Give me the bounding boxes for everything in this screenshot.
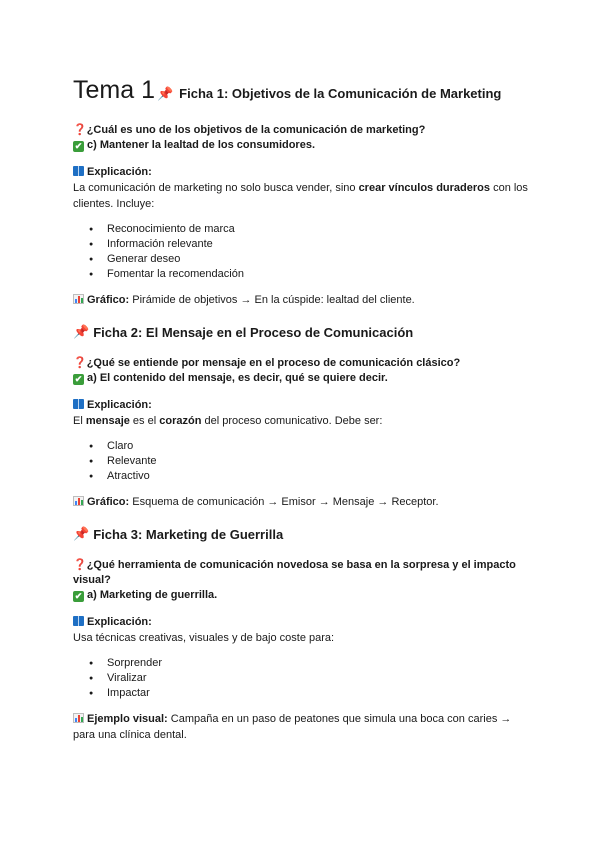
list-item: ● Información relevante [89,237,533,252]
book-icon [73,616,84,626]
ficha2-answer [73,371,533,386]
list-item: ● Relevante [89,454,533,469]
ejemplo-text: Campaña en un paso de peatones que simula una boca con caries → para una clínica dental. [73,713,512,741]
list-item: ● Reconocimiento de marca [89,222,533,237]
grafico-label: Gráfico: [87,294,130,306]
ficha3-list [89,656,533,701]
ficha1-title: Ficha 1: Objetivos de la Comunicación de Marketing [179,86,502,101]
pushpin-icon: 📌 [73,526,90,541]
explicacion-label: Explicación: [87,166,152,178]
grafico-label: Gráfico: [87,496,130,508]
bold-text: corazón [159,415,202,427]
bar-chart-icon [73,713,84,723]
bar-chart-icon [73,294,84,304]
list-item: ● Impactar [89,686,533,701]
explicacion-label: Explicación: [87,399,152,411]
pushpin-icon: 📌 [156,86,174,101]
tema-title: Tema 1 [73,76,155,104]
list-item: ● Viralizar [89,671,533,686]
question-mark-icon: ❓ [73,124,87,136]
ficha1-grafico [73,292,533,308]
list-item: ● Sorprender [89,656,533,671]
list-item: ● Fomentar la recomendación [89,267,533,282]
ficha2-answer-text: a) El contenido del mensaje, es decir, qué se quiere decir. [87,372,388,384]
ficha3-section [73,526,533,743]
ficha2-list [89,439,533,484]
ficha1-explicacion-text [73,180,533,212]
ficha2-section [73,324,533,510]
ficha2-title-text: Ficha 2: El Mensaje en el Proceso de Comunicación [93,324,414,340]
grafico-text: Esquema de comunicación → Emisor → Mensaje → Receptor. [129,496,439,508]
ficha3-question [73,558,533,588]
question-mark-icon: ❓ [73,357,87,369]
ficha3-answer-text: a) Marketing de guerrilla. [87,589,218,601]
ficha3-answer [73,588,533,603]
ficha2-grafico [73,494,533,510]
text-segment: con los clientes. Incluye: [73,182,528,210]
page-title [73,76,533,105]
ficha3-explicacion-heading [73,615,533,630]
book-icon [73,166,84,176]
book-icon [73,399,84,409]
check-mark-icon: ✔ [74,141,83,151]
ficha2-question-text: ¿Qué se entiende por mensaje en el proceso de comunicación clásico? [86,357,461,369]
ficha2-title [73,324,533,340]
ficha3-question-text: ¿Qué herramienta de comunicación novedosa se basa en la sorpresa y el impacto visual? [73,559,516,586]
ficha2-explicacion-heading [73,398,533,413]
text-segment: es el [129,415,160,427]
ficha1-question-text: ¿Cuál es uno de los objetivos de la comunicación de marketing? [86,124,426,136]
check-mark-icon: ✔ [74,591,83,601]
bar-chart-icon [73,496,84,506]
ficha3-ejemplo [73,711,533,743]
grafico-text: Pirámide de objetivos → En la cúspide: lealtad del cliente. [129,294,415,306]
question-mark-icon: ❓ [73,559,87,571]
ficha3-explicacion-text: Usa técnicas creativas, visuales y de bajo coste para: [73,632,335,644]
text-segment: La comunicación de marketing no solo busca vender, sino [73,182,359,194]
ficha3-title-text: Ficha 3: Marketing de Guerrilla [93,526,284,542]
ficha1-answer [73,138,533,153]
ejemplo-label: Ejemplo visual: [87,713,168,725]
list-item: ● Claro [89,439,533,454]
check-mark-icon: ✔ [74,374,83,384]
text-segment: del proceso comunicativo. Debe ser: [201,415,383,427]
ficha1-question [73,123,533,138]
pushpin-icon: 📌 [73,324,90,339]
bold-text: mensaje [85,415,130,427]
ficha1-list [89,222,533,282]
ficha2-question [73,356,533,371]
list-item: ● Atractivo [89,469,533,484]
list-item: ● Generar deseo [89,252,533,267]
ficha2-explicacion-text [73,413,533,429]
ficha3-title [73,526,533,542]
explicacion-label: Explicación: [87,616,152,628]
text-segment: El [73,415,86,427]
ficha1-explicacion-heading [73,165,533,180]
ficha1-section [73,123,533,308]
ficha1-answer-text: c) Mantener la lealtad de los consumidores. [87,139,316,151]
document-page [73,76,533,743]
bold-text: crear vínculos duraderos [358,182,491,194]
